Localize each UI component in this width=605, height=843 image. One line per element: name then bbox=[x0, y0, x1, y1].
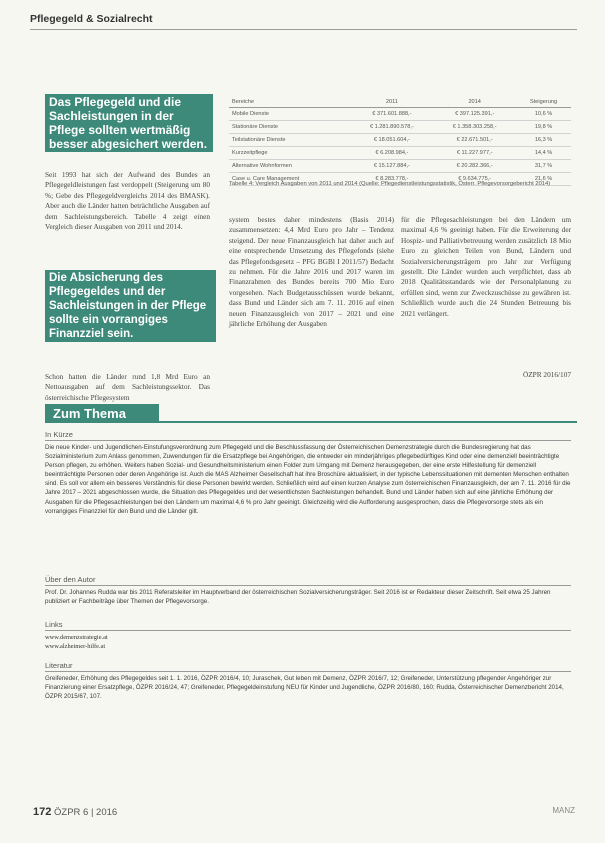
table-cell: € 397.125.391,- bbox=[433, 108, 516, 121]
table-cell: Alternative Wohnformen bbox=[229, 160, 351, 173]
table-row bbox=[229, 160, 571, 173]
table-header-cell: 2011 bbox=[351, 97, 434, 108]
page-header-title: Pflegegeld & Sozialrecht bbox=[30, 13, 153, 25]
column1-paragraph-2: Schon hatten die Länder rund 1,8 Mrd Euro an Nettoausgaben auf dem Sachleistungssektor. Das österreichische Pflegesystem bbox=[45, 372, 210, 402]
in-kuerze-heading: In Kürze bbox=[45, 430, 571, 441]
table-cell: € 15.127.884,- bbox=[351, 160, 434, 173]
table-cell: Case u. Care Management bbox=[229, 173, 351, 186]
table-row bbox=[229, 108, 571, 121]
table-cell: 31,7 % bbox=[516, 160, 571, 173]
table-cell: € 11.227.977,- bbox=[433, 147, 516, 160]
in-kuerze-section bbox=[45, 430, 571, 516]
literature-text: Greifeneder, Erhöhung des Pflegegeldes seit 1. 1. 2016, ÖZPR 2016/4, 10; Juraschek, Gut leben mit Demenz, ÖZPR 2016/7, 12; Greifeneder, Unterstützung pflegender Angehöriger zur Finanzierung einer Ersatzpflege, ÖZPR 2016/24, 47; Greifeneder, Pflegegeldeinstufung NEU für Kinder und Jugendliche, ÖZPR 2016/80, 160; Rudda, Österreichischer Demenzbericht 2014, ÖZPR 2015/67, 107. bbox=[45, 675, 564, 701]
article-signature: ÖZPR 2016/107 bbox=[522, 370, 571, 379]
table-row bbox=[229, 121, 571, 134]
link-alzheimer-hilfe[interactable]: www.alzheimer-hilfe.at bbox=[45, 643, 106, 650]
table-cell: € 371.601.888,- bbox=[351, 108, 434, 121]
in-kuerze-text: Die neue Kinder- und Jugendlichen-Einstufungsverordnung zum Pflegegeld und die Beschlussfassung der Österreichischen Demenzstrategie durch die Bundesregierung hat das Sozialministerium zum Anlass genommen, Zuwendungen für die Ersatzpflege bei Angehörigen, die entweder ein minderjähriges pflegebedürftiges Kind oder eine demenziell beeinträchtigte Person pflegen, zu erhöhen. Weiters haben Sozial- und Gesundheitsministerium einen Folder zum Umgang mit Demenz herausgegeben, der eine erste Hilfestellung für demenziell beeinträchtigte Personen oder deren Angehörige ist. Auch die MAS Alzheimer Gesellschaft hat ihre Broschüre aktualisiert, in der typische Lebenssituationen mit dementen Menschen enthalten sind. Es soll vor allem ein besseres Verständnis für diese Personen bewirkt werden. Schließlich wird auf einen kurzen Analyse zum österreichischen Finanzausgleich, der am 7. 11. 2016 für die Jahre 2017 – 2021 abgeschlossen wurde, die Situation des Pflegegeldes und der wesentlichsten Sachleistungen behandelt. Bund und Länder haben sich auf eine jährliche Erhöhung der Ausgaben für die Pflegesachleistungen bei den Ländern um maximal 4,6 % pro Jahr geeinigt. Gleichzeitig wird die Aufforderung ausgesprochen, dass die Pflegevorsorge stets als ein vorrangiges Finanzziel für den Bund und die Länder gilt. bbox=[45, 444, 571, 515]
table-header-cell: Steigerung bbox=[516, 97, 571, 108]
links-heading: Links bbox=[45, 620, 571, 631]
column1-paragraph-1: Seit 1993 hat sich der Aufwand des Bundes an Pflegegeldleistungen fast verdoppelt (Steigerung um 80 %; Gebe des Pflegegeldvergleichs 2014 des BMASK). Aber auch die Länder hatten beträchtliche Ausgaben auf dem Sachleistungsbereich. Tabelle 4 zeigt einen Vergleich dieser Ausgaben von 2011 und 2014. bbox=[45, 170, 210, 232]
table-cell: € 1.281.890.578,- bbox=[351, 121, 434, 134]
column3-text: für die Pflegesachleistungen bei den Ländern um maximal 4,6 % geeinigt haben. Für die Erweiterung der Hospiz- und Palliativbetreuung werden zusätzlich 18 Mio Euro zu gleichen Teilen von Bund, Ländern und Sozialversicherungsträgern pro Jahr zur Verfügung gestellt. Die Länder wurden auch verpflichtet, dass ab 2018 Qualitätsstandards wie der Personalplanung zu erfüllen sind, wenn zur Zweckzuschüsse zu gewähren ist. Schließlich wurde auch die 24 Stunden Betreuung bis 2021 verlängert. bbox=[401, 215, 571, 318]
pull-quote-2: Die Absicherung des Pflegegeldes und der Sachleistungen in der Pflege sollte ein vorrangiges Finanzziel sein. bbox=[45, 270, 216, 342]
zum-thema-title: Zum Thema bbox=[45, 404, 159, 423]
author-section bbox=[45, 575, 571, 606]
publisher-logo: MANZ bbox=[552, 806, 575, 815]
table-cell: 10,6 % bbox=[516, 108, 571, 121]
links-section bbox=[45, 620, 571, 651]
table-cell: € 20.282.366,- bbox=[433, 160, 516, 173]
pull-quote-1: Das Pflegegeld und die Sachleistungen in der Pflege sollten wertmäßig besser abgesichert werden. bbox=[45, 94, 213, 152]
table-cell: € 18.051.604,- bbox=[351, 134, 434, 147]
table-header-cell: 2014 bbox=[433, 97, 516, 108]
table-cell: € 9.634.775,- bbox=[433, 173, 516, 186]
author-heading: Über den Autor bbox=[45, 575, 571, 586]
zum-thema-rule bbox=[45, 421, 577, 423]
table-cell: Stationäre Dienste bbox=[229, 121, 351, 134]
table-cell: 19,8 % bbox=[516, 121, 571, 134]
expenditure-table bbox=[229, 97, 571, 186]
table-cell: Mobile Dienste bbox=[229, 108, 351, 121]
table-cell: Kurzzeitpflege bbox=[229, 147, 351, 160]
table-cell: 21,6 % bbox=[516, 173, 571, 186]
table-cell: € 6.208.984,- bbox=[351, 147, 434, 160]
literature-heading: Literatur bbox=[45, 661, 571, 672]
journal-issue: ÖZPR 6 | 2016 bbox=[54, 807, 118, 818]
header-rule bbox=[30, 29, 577, 30]
column2-text: system bestes daher mindestens (Basis 2014) zusammensetzen: 4,4 Mrd Euro pro Jahr – Tendenz steigend. Der neue Finanzausgleich hat daher auch auf eine entsprechende Umsetzung des Pflegefonds (siehe das Pflegefondsgesetz – PFG BGBl I 2011/57) Bedacht zu nehmen. Für die Jahre 2016 und 2017 waren im Finanzrahmen des Bundes bereits 700 Mio Euro vorgesehen. Nach Budgetausschüssen wurde bekannt, dass Bund und Länder sich am 7. 11. 2016 auf einen neuen Finanzausgleich von 2017 – 2021 und eine jährliche Erhöhung der Ausgaben bbox=[229, 215, 394, 329]
table-cell: 16,3 % bbox=[516, 134, 571, 147]
table-header-row bbox=[229, 97, 571, 108]
page-number: 172 bbox=[33, 806, 52, 818]
table-caption: Tabelle 4: Vergleich Ausgaben von 2011 und 2014 (Quelle: Pflegedienstleistungsstatistik, Österr. Pflegevorsorgebericht 2014) bbox=[229, 181, 551, 187]
link-demenzstrategie[interactable]: www.demenzstrategie.at bbox=[45, 634, 108, 641]
author-text: Prof. Dr. Johannes Rudda war bis 2011 Referatsleiter im Hauptverband der österreichischen Sozialversicherungsträger. Seit 2016 ist er Redakteur dieser Zeitschrift. Seit etwa 25 Jahren publiziert er Fachbeiträge über Themen der Pflegevorsorge. bbox=[45, 589, 551, 606]
table-cell: € 8.283.778,- bbox=[351, 173, 434, 186]
table-header-cell: Bereiche bbox=[229, 97, 351, 108]
literature-section bbox=[45, 661, 571, 701]
table-row bbox=[229, 134, 571, 147]
footer-left bbox=[33, 806, 117, 818]
table-cell: 14,4 % bbox=[516, 147, 571, 160]
table-row bbox=[229, 147, 571, 160]
table-cell: € 1.358.303.258,- bbox=[433, 121, 516, 134]
table-cell: Teilstationäre Dienste bbox=[229, 134, 351, 147]
table-cell: € 22.671.501,- bbox=[433, 134, 516, 147]
